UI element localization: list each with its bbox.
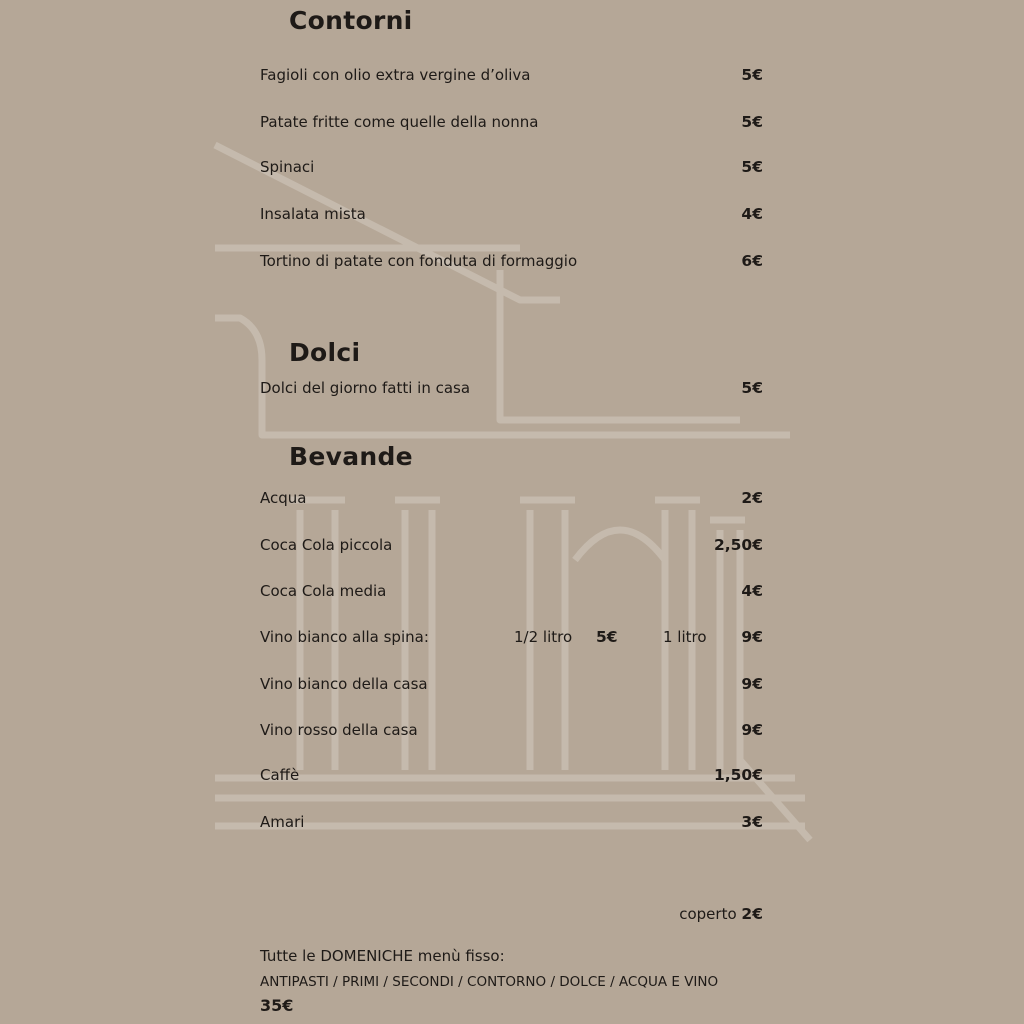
item-name: Insalata mista	[260, 205, 366, 223]
menu-item	[260, 378, 763, 398]
item-name: Spinaci	[260, 158, 315, 176]
section-title-bevande: Bevande	[289, 442, 413, 471]
menu-item	[260, 488, 763, 508]
item-name: Coca Cola media	[260, 582, 387, 600]
item-name: Fagioli con olio extra vergine d’oliva	[260, 66, 531, 84]
cover-charge-price: 2€	[741, 905, 763, 923]
item-name: Tortino di patate con fonduta di formaggio	[260, 252, 578, 270]
item-price: 4€	[741, 582, 763, 600]
item-price: 5€	[741, 113, 763, 131]
item-name: Caffè	[260, 766, 300, 784]
menu-item-wine-tap	[260, 627, 763, 647]
item-name: Vino bianco della casa	[260, 675, 428, 693]
item-price: 9€	[741, 675, 763, 693]
item-name: Dolci del giorno fatti in casa	[260, 379, 471, 397]
menu-item	[260, 720, 763, 740]
menu-item	[260, 65, 763, 85]
item-price: 2,50€	[713, 536, 763, 554]
menu-item	[260, 157, 763, 177]
section-title-contorni: Contorni	[289, 6, 413, 35]
half-liter-price: 5€	[596, 628, 618, 646]
menu-item	[260, 812, 763, 832]
sunday-menu-intro: Tutte le DOMENICHE menù fisso:	[260, 947, 505, 965]
item-price: 5€	[741, 66, 763, 84]
item-name: Vino rosso della casa	[260, 721, 418, 739]
liter-label: 1 litro	[663, 628, 707, 646]
item-price: 1,50€	[713, 766, 763, 784]
item-price: 6€	[741, 252, 763, 270]
item-name: Acqua	[260, 489, 307, 507]
item-name: Vino bianco alla spina:	[260, 628, 429, 646]
menu-item	[260, 251, 763, 271]
item-price: 9€	[741, 628, 763, 646]
cover-charge	[679, 904, 763, 924]
item-price: 5€	[741, 158, 763, 176]
menu-item	[260, 535, 763, 555]
half-liter-label: 1/2 litro	[514, 628, 573, 646]
item-price: 3€	[741, 813, 763, 831]
menu-item	[260, 112, 763, 132]
item-name: Coca Cola piccola	[260, 536, 393, 554]
cover-charge-label: coperto	[679, 905, 737, 923]
menu-item	[260, 765, 763, 785]
item-name: Patate fritte come quelle della nonna	[260, 113, 539, 131]
menu-item	[260, 581, 763, 601]
section-title-dolci: Dolci	[289, 338, 361, 367]
menu-item	[260, 674, 763, 694]
sunday-menu-courses: ANTIPASTI / PRIMI / SECONDI / CONTORNO / DOLCE / ACQUA E VINO	[260, 974, 719, 990]
sunday-menu-price: 35€	[260, 996, 294, 1015]
item-price: 4€	[741, 205, 763, 223]
item-price: 5€	[741, 379, 763, 397]
item-price: 2€	[741, 489, 763, 507]
item-name: Amari	[260, 813, 305, 831]
menu-item	[260, 204, 763, 224]
item-price: 9€	[741, 721, 763, 739]
